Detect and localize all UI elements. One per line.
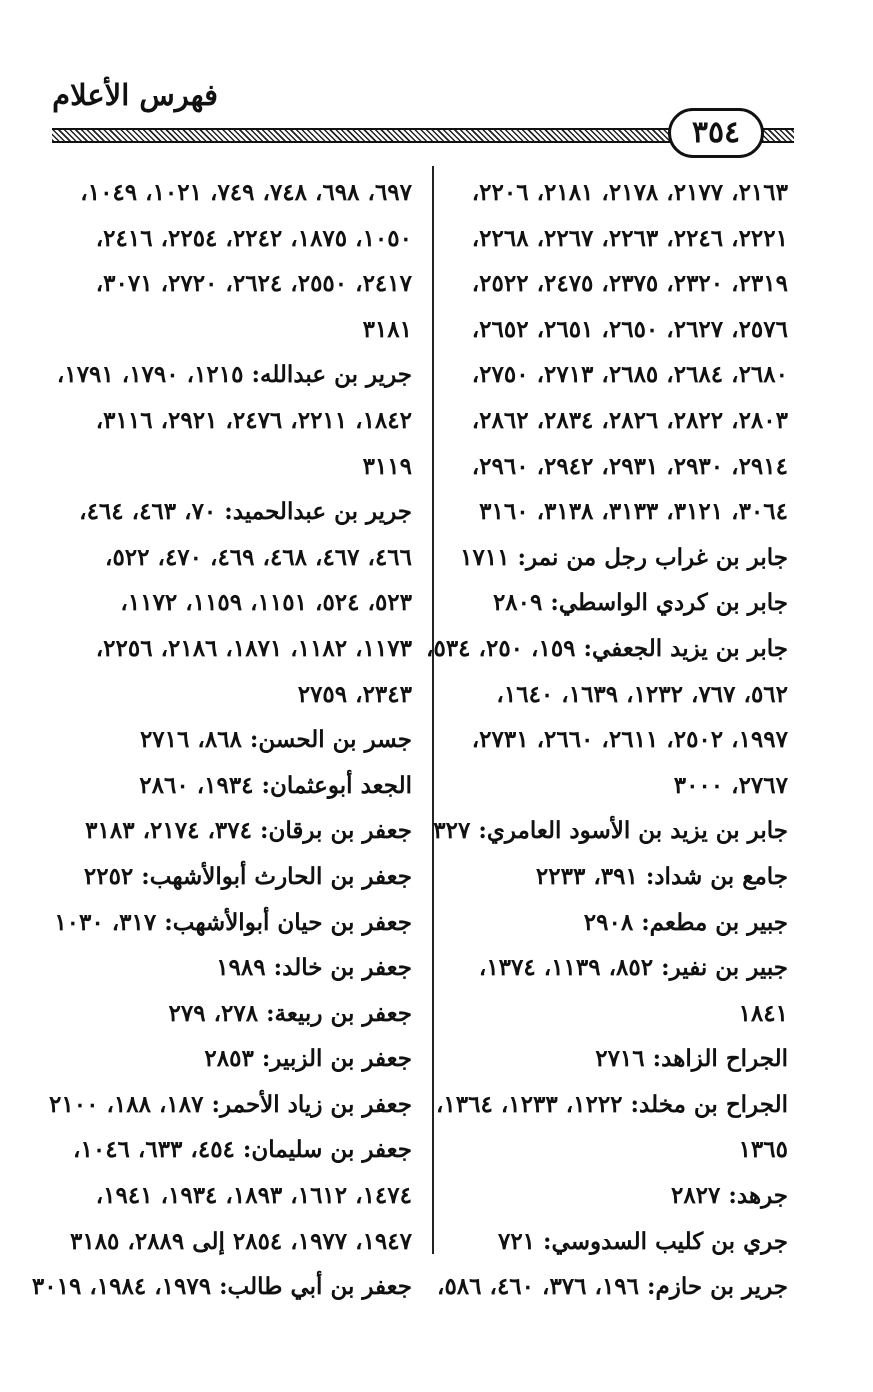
index-entry-line: ١٠٥٠، ١٨٧٥، ٢٢٤٢، ٢٢٥٤، ٢٤١٦، bbox=[95, 224, 412, 252]
index-entry-line: ٤٦٦، ٤٦٧، ٤٦٨، ٤٦٩، ٤٧٠، ٥٢٢، bbox=[105, 543, 412, 571]
index-entry-line: ٥٦٢، ٧٦٧، ١٢٣٢، ١٦٣٩، ١٦٤٠، bbox=[496, 680, 788, 708]
index-entry-line: جرير بن حازم: ١٩٦، ٣٧٦، ٤٦٠، ٥٨٦، bbox=[437, 1273, 788, 1301]
index-entry-line: ١٩٩٧، ٢٥٠٢، ٢٦١١، ٢٦٦٠، ٢٧٣١، bbox=[471, 726, 788, 754]
index-entry-line: الجعد أبوعثمان: ١٩٣٤، ٢٨٦٠ bbox=[139, 771, 412, 799]
index-entry-line: ١٨٤١ bbox=[738, 999, 788, 1027]
index-entry-line: جبير بن مطعم: ٢٩٠٨ bbox=[583, 908, 788, 936]
index-entry-line: ١٤٧٤، ١٦١٢، ١٨٩٣، ١٩٣٤، ١٩٤١، bbox=[95, 1182, 412, 1210]
index-entry-line: ٢٣١٩، ٢٣٢٠، ٢٣٧٥، ٢٤٧٥، ٢٥٢٢، bbox=[471, 270, 788, 298]
index-entry-line: جري بن كليب السدوسي: ٧٢١ bbox=[497, 1227, 788, 1255]
index-entry-line: جعفر بن برقان: ٣٧٤، ٢١٧٤، ٣١٨٣ bbox=[85, 817, 412, 845]
running-header-title: فهرس الأعلام bbox=[52, 78, 218, 112]
index-entry-line: جرير بن عبدالله: ١٢١٥، ١٧٩٠، ١٧٩١، bbox=[56, 361, 412, 389]
index-entry-line: ٦٩٧، ٦٩٨، ٧٤٨، ٧٤٩، ١٠٢١، ١٠٤٩، bbox=[80, 179, 412, 206]
index-entry-line: ٢٢٢١، ٢٢٤٦، ٢٢٦٣، ٢٢٦٧، ٢٢٦٨، bbox=[471, 224, 788, 252]
index-entry-line: جابر بن كردي الواسطي: ٢٨٠٩ bbox=[492, 589, 788, 617]
index-entry-line: ١٨٤٢، ٢٢١١، ٢٤٧٦، ٢٩٢١، ٣١١٦، bbox=[95, 406, 412, 434]
left-column bbox=[31, 170, 412, 1310]
index-entry-line: ٢٥٧٦، ٢٦٢٧، ٢٦٥٠، ٢٦٥١، ٢٦٥٢، bbox=[471, 315, 788, 343]
index-entry-line: ١٣٦٥ bbox=[738, 1136, 788, 1164]
index-entry-line: جامع بن شداد: ٣٩١، ٢٢٣٣ bbox=[535, 862, 788, 890]
index-entry-line: ٣١٨١ bbox=[362, 315, 412, 343]
index-entry-line: جرهد: ٢٨٢٧ bbox=[670, 1182, 788, 1210]
index-entry-line: ٢٦٨٠، ٢٦٨٤، ٢٦٨٥، ٢٧١٣، ٢٧٥٠، bbox=[471, 361, 788, 389]
index-entry-line: جعفر بن الحارث أبوالأشهب: ٢٢٥٢ bbox=[83, 862, 412, 890]
index-entry-line: جرير بن عبدالحميد: ٧٠، ٤٦٣، ٤٦٤، bbox=[79, 498, 412, 526]
index-entry-line: ٢٧٦٧، ٣٠٠٠ bbox=[673, 771, 788, 799]
index-entry-line: جعفر بن خالد: ١٩٨٩ bbox=[216, 954, 412, 982]
index-entry-line: جعفر بن زياد الأحمر: ١٨٧، ١٨٨، ٢١٠٠ bbox=[49, 1090, 412, 1118]
index-entry-line: جابر بن يزيد الجعفي: ١٥٩، ٢٥٠، ٥٣٤، bbox=[426, 634, 788, 662]
index-entry-line: ٣١١٩ bbox=[362, 452, 412, 480]
index-entry-line: ٢٨٠٣، ٢٨٢٢، ٢٨٢٦، ٢٨٣٤، ٢٨٦٢، bbox=[471, 406, 788, 434]
index-entry-line: الجراح الزاهد: ٢٧١٦ bbox=[595, 1045, 788, 1073]
page-number-badge: ٣٥٤ bbox=[668, 108, 764, 158]
index-entry-line: جعفر بن ربيعة: ٢٧٨، ٢٧٩ bbox=[168, 999, 412, 1027]
index-entry-line: جابر بن غراب رجل من نمر: ١٧١١ bbox=[460, 543, 788, 571]
index-entry-line: ٢٣٤٣، ٢٧٥٩ bbox=[297, 680, 412, 708]
index-entry-line: جبير بن نفير: ٨٥٢، ١١٣٩، ١٣٧٤، bbox=[478, 954, 788, 982]
index-entry-line: ٥٢٣، ٥٢٤، ١١٥١، ١١٥٩، ١١٧٢، bbox=[120, 589, 412, 617]
index-entry-line: جعفر بن الزبير: ٢٨٥٣ bbox=[204, 1045, 412, 1073]
index-entry-line: جعفر بن سليمان: ٤٥٤، ٦٣٣، ١٠٤٦، bbox=[73, 1136, 412, 1164]
index-entry-line: جسر بن الحسن: ٨٦٨، ٢٧١٦ bbox=[139, 726, 412, 754]
index-entry-line: ٣٠٦٤، ٣١٢١، ٣١٣٣، ٣١٣٨، ٣١٦٠ bbox=[479, 498, 788, 526]
index-entry-line: ٢١٦٣، ٢١٧٧، ٢١٧٨، ٢١٨١، ٢٢٠٦، bbox=[471, 179, 788, 206]
right-column bbox=[426, 170, 788, 1310]
index-entry-line: ١١٧٣، ١١٨٢، ١٨٧١، ٢١٨٦، ٢٢٥٦، bbox=[95, 634, 412, 662]
header-rule bbox=[52, 128, 670, 143]
index-entry-line: ٢٤١٧، ٢٥٥٠، ٢٦٢٤، ٢٧٢٠، ٣٠٧١، bbox=[95, 270, 412, 298]
index-entry-line: الجراح بن مخلد: ١٢٢٢، ١٢٣٣، ١٣٦٤، bbox=[435, 1090, 788, 1118]
column-divider bbox=[432, 166, 434, 1254]
index-entry-line: جابر بن يزيد بن الأسود العامري: ٣٢٧ bbox=[433, 817, 788, 845]
index-entry-line: ١٩٤٧، ١٩٧٧، ٢٨٥٤ إلى ٢٨٨٩، ٣١٨٥ bbox=[69, 1227, 412, 1255]
index-entry-line: ٢٩١٤، ٢٩٣٠، ٢٩٣١، ٢٩٤٢، ٢٩٦٠، bbox=[471, 452, 788, 480]
header-rule-right bbox=[762, 128, 794, 143]
index-entry-line: جعفر بن أبي طالب: ١٩٧٩، ١٩٨٤، ٣٠١٩ bbox=[31, 1273, 412, 1301]
index-entry-line: جعفر بن حيان أبوالأشهب: ٣١٧، ١٠٣٠ bbox=[54, 908, 412, 936]
